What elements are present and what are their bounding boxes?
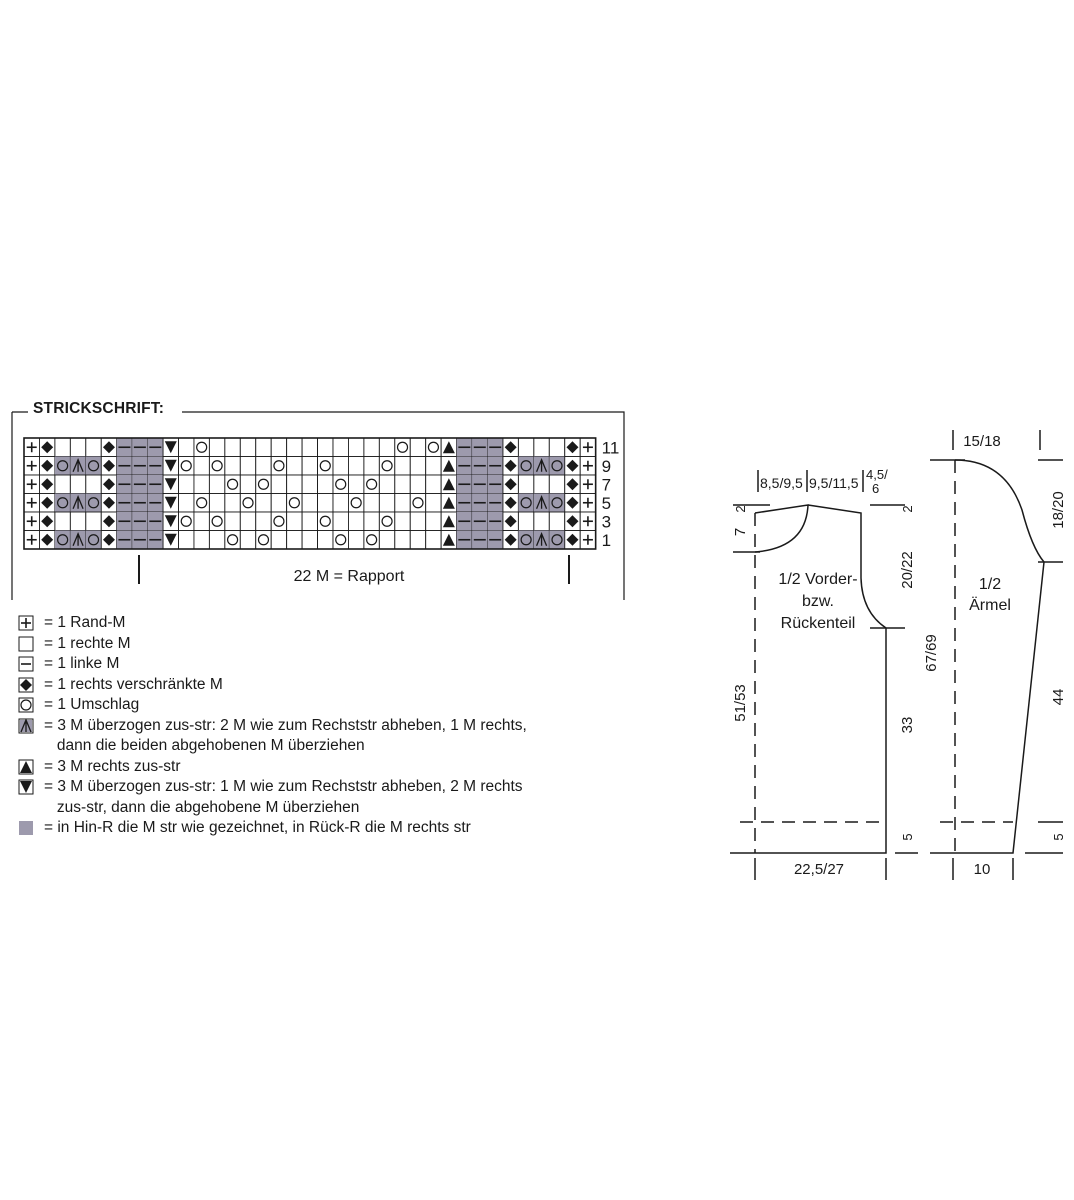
chart-cell [287, 475, 302, 494]
chart-cell [549, 475, 564, 494]
chart-cell [441, 512, 456, 531]
chart-cell [194, 494, 209, 513]
measure-right-armhole: 20/22 [899, 551, 916, 589]
chart-cell [518, 531, 533, 550]
chart-cell [24, 475, 39, 494]
chart-cell [333, 531, 348, 550]
chart-cell [348, 457, 363, 476]
chart-cell [132, 494, 147, 513]
chart-cell [86, 457, 101, 476]
chart-cell [503, 438, 518, 457]
chart-cell [410, 457, 425, 476]
sleeve-label-line-2: Ärmel [969, 597, 1011, 614]
chart-cell [348, 512, 363, 531]
chart-cell [318, 457, 333, 476]
chart-cell [101, 457, 116, 476]
measure-top-right-1: 4,5/ [866, 467, 888, 482]
chart-cell [580, 475, 595, 494]
chart-cell [503, 531, 518, 550]
chart-cell [472, 475, 487, 494]
chart-cell [240, 475, 255, 494]
chart-cell [426, 531, 441, 550]
chart-cell [132, 512, 147, 531]
measure-top-mid: 9,5/11,5 [809, 475, 859, 491]
chart-cell [318, 494, 333, 513]
chart-cell [333, 457, 348, 476]
chart-cell [287, 457, 302, 476]
lambda-square-icon [18, 718, 34, 734]
chart-cell [441, 475, 456, 494]
chart-cell [348, 475, 363, 494]
chart-cell [364, 438, 379, 457]
measure-left-neck: 7 [732, 527, 749, 537]
chart-cell [348, 438, 363, 457]
chart-cell [410, 512, 425, 531]
body-label-line-1: 1/2 Vorder- [778, 571, 858, 588]
chart-cell [426, 512, 441, 531]
chart-cell [70, 457, 85, 476]
chart-cell [472, 457, 487, 476]
chart-cell [225, 494, 240, 513]
measure-right-shoulder: 2 [900, 505, 915, 513]
row-numbers [602, 439, 620, 551]
legend-item [18, 613, 618, 634]
legend-item [18, 695, 618, 716]
chart-cell [503, 457, 518, 476]
legend-item [18, 716, 618, 757]
measure-body-hem: 5 [900, 833, 915, 841]
chart-cell [240, 531, 255, 550]
chart-cell [488, 475, 503, 494]
chart-cell [379, 494, 394, 513]
chart-cell [518, 438, 533, 457]
legend-text: = 1 rechte M [44, 634, 131, 652]
chart-cell [333, 475, 348, 494]
chart-cell [518, 475, 533, 494]
chart-cell [132, 457, 147, 476]
chart-cell [457, 512, 472, 531]
chart-cell [410, 475, 425, 494]
chart-title: STRICKSCHRIFT: [30, 400, 167, 418]
chart-cell [209, 438, 224, 457]
chart-cell [318, 531, 333, 550]
chart-cell [379, 512, 394, 531]
chart-cell [70, 475, 85, 494]
chart-cell [302, 512, 317, 531]
row-number: 7 [601, 475, 612, 495]
chart-cell [565, 438, 580, 457]
chart-cell [225, 512, 240, 531]
chart-cell [240, 457, 255, 476]
chart-cell [256, 512, 271, 531]
legend-text: = 1 Rand-M [44, 614, 126, 631]
knitting-chart [0, 0, 640, 600]
legend-text: = in Hin-R die M str wie gezeichnet, in Rück-R die M rechts str [44, 819, 471, 836]
repeat-label: 22 M = Rapport [293, 568, 405, 585]
legend-item [18, 654, 618, 675]
chart-cell [488, 494, 503, 513]
chart-cell [148, 475, 163, 494]
chart-cell [86, 531, 101, 550]
body-label-line-2: bzw. [801, 593, 835, 610]
chart-cell [209, 494, 224, 513]
chart-cell [287, 494, 302, 513]
chart-cell [163, 475, 178, 494]
chart-cell [86, 475, 101, 494]
measure-left-body: 51/53 [732, 684, 749, 722]
chart-cell [395, 457, 410, 476]
chart-cell [132, 438, 147, 457]
chart-cell [472, 494, 487, 513]
chart-cell [534, 531, 549, 550]
chart-cell [534, 494, 549, 513]
diamond-square-icon [18, 677, 34, 693]
legend-item [18, 757, 618, 778]
chart-cell [287, 531, 302, 550]
measure-left-neck-depth: 2 [733, 505, 748, 513]
chart-cell [534, 457, 549, 476]
empty-square-icon [18, 636, 34, 652]
chart-cell [580, 512, 595, 531]
chart-cell [426, 475, 441, 494]
chart-cell [518, 457, 533, 476]
chart-cell [503, 494, 518, 513]
chart-cell [24, 531, 39, 550]
chart-cell [24, 457, 39, 476]
chart-cell [379, 531, 394, 550]
measure-top-right-2: 6 [872, 481, 880, 496]
chart-cell [39, 457, 54, 476]
chart-cell [549, 531, 564, 550]
chart-cell [580, 531, 595, 550]
chart-cell [101, 531, 116, 550]
measure-right-body: 33 [899, 716, 916, 734]
chart-cell [225, 457, 240, 476]
chart-cell [256, 457, 271, 476]
chart-cell [101, 494, 116, 513]
chart-cell [348, 531, 363, 550]
triangle-up-square-icon [18, 759, 34, 775]
chart-cell [549, 512, 564, 531]
chart-grid [24, 438, 596, 549]
chart-cell [364, 531, 379, 550]
chart-cell [364, 475, 379, 494]
chart-cell [194, 512, 209, 531]
chart-cell [194, 438, 209, 457]
legend-text: = 3 M überzogen zus-str: 2 M wie zum Rechststr abheben, 1 M rechts, dann die beiden abgehobenen M überziehen [44, 716, 527, 754]
chart-cell [565, 457, 580, 476]
chart-cell [364, 494, 379, 513]
chart-cell [410, 531, 425, 550]
legend-item [18, 634, 618, 655]
chart-cell [457, 494, 472, 513]
chart-cell [472, 531, 487, 550]
sleeve-outline [955, 460, 1044, 853]
sleeve-label-line-1: 1/2 [978, 576, 1002, 593]
chart-cell [287, 438, 302, 457]
chart-legend [18, 613, 618, 839]
chart-cell [256, 494, 271, 513]
legend-item [18, 777, 618, 818]
row-number: 1 [601, 531, 612, 550]
chart-cell [209, 475, 224, 494]
chart-cell [488, 531, 503, 550]
chart-cell [70, 438, 85, 457]
chart-cell [256, 531, 271, 550]
chart-cell [194, 457, 209, 476]
chart-cell [565, 531, 580, 550]
chart-cell [148, 438, 163, 457]
chart-cell [163, 531, 178, 550]
chart-cell [271, 494, 286, 513]
chart-cell [70, 494, 85, 513]
chart-cell [410, 438, 425, 457]
chart-cell [534, 475, 549, 494]
chart-cell [318, 475, 333, 494]
chart-cell [117, 475, 132, 494]
chart-cell [55, 531, 70, 550]
chart-cell [209, 457, 224, 476]
chart-cell [565, 494, 580, 513]
chart-cell [24, 438, 39, 457]
chart-cell [240, 512, 255, 531]
chart-cell [395, 475, 410, 494]
chart-cell [101, 512, 116, 531]
chart-cell [179, 494, 194, 513]
dash-square-icon [18, 656, 34, 672]
chart-cell [472, 512, 487, 531]
chart-cell [580, 438, 595, 457]
chart-cell [179, 438, 194, 457]
legend-text: = 1 Umschlag [44, 696, 140, 713]
chart-cell [271, 475, 286, 494]
chart-cell [39, 494, 54, 513]
chart-cell [565, 512, 580, 531]
chart-cell [86, 438, 101, 457]
chart-cell [271, 531, 286, 550]
chart-cell [379, 475, 394, 494]
chart-cell [410, 494, 425, 513]
chart-cell [395, 438, 410, 457]
circle-square-icon [18, 697, 34, 713]
legend-item [18, 675, 618, 696]
chart-cell [518, 494, 533, 513]
chart-cell [426, 438, 441, 457]
chart-cell [55, 475, 70, 494]
chart-cell [39, 438, 54, 457]
chart-cell [348, 494, 363, 513]
body-label-line-3: Rückenteil [780, 615, 856, 632]
chart-cell [256, 475, 271, 494]
measure-body-width: 22,5/27 [793, 861, 845, 878]
chart-cell [549, 457, 564, 476]
chart-cell [240, 494, 255, 513]
chart-cell [163, 457, 178, 476]
chart-cell [86, 512, 101, 531]
chart-cell [333, 438, 348, 457]
chart-cell [101, 475, 116, 494]
chart-cell [225, 531, 240, 550]
chart-cell [179, 531, 194, 550]
chart-cell [225, 438, 240, 457]
chart-cell [117, 512, 132, 531]
chart-cell [117, 531, 132, 550]
row-number: 3 [601, 512, 612, 532]
triangle-down-square-icon [18, 779, 34, 795]
measure-sleeve-hem: 5 [1051, 833, 1066, 841]
row-number: 11 [601, 438, 620, 458]
chart-cell [441, 438, 456, 457]
chart-cell [24, 512, 39, 531]
chart-cell [534, 512, 549, 531]
chart-cell [194, 475, 209, 494]
chart-cell [179, 512, 194, 531]
chart-cell [55, 512, 70, 531]
chart-cell [318, 512, 333, 531]
chart-cell [488, 512, 503, 531]
chart-cell [518, 512, 533, 531]
chart-cell [117, 457, 132, 476]
chart-cell [379, 438, 394, 457]
row-number: 5 [601, 494, 612, 513]
chart-cell [163, 494, 178, 513]
chart-cell [333, 512, 348, 531]
chart-cell [441, 494, 456, 513]
chart-cell [55, 494, 70, 513]
chart-cell [271, 438, 286, 457]
chart-cell [148, 494, 163, 513]
measure-sleeve-cap: 18/20 [1050, 491, 1067, 529]
chart-cell [364, 457, 379, 476]
chart-cell [39, 512, 54, 531]
measure-sleeve-length: 44 [1050, 688, 1067, 706]
measure-sleeve-top: 15/18 [963, 433, 1001, 450]
chart-cell [395, 512, 410, 531]
chart-cell [225, 475, 240, 494]
chart-cell [580, 494, 595, 513]
gray-square-icon [18, 820, 34, 836]
chart-cell [194, 531, 209, 550]
plus-square-icon [18, 615, 34, 631]
chart-cell [379, 457, 394, 476]
chart-cell [271, 457, 286, 476]
legend-text: = 1 rechts verschränkte M [44, 675, 223, 693]
chart-cell [318, 438, 333, 457]
chart-cell [441, 457, 456, 476]
chart-cell [549, 494, 564, 513]
chart-cell [302, 457, 317, 476]
chart-cell [395, 531, 410, 550]
chart-cell [580, 457, 595, 476]
chart-cell [240, 438, 255, 457]
chart-cell [503, 512, 518, 531]
measure-top-left: 8,5/9,5 [760, 475, 803, 491]
chart-cell [488, 438, 503, 457]
measure-sleeve-bottom: 10 [973, 861, 991, 878]
chart-cell [441, 531, 456, 550]
chart-cell [148, 457, 163, 476]
chart-cell [24, 494, 39, 513]
chart-cell [302, 438, 317, 457]
chart-cell [457, 475, 472, 494]
chart-cell [534, 438, 549, 457]
chart-cell [148, 512, 163, 531]
chart-cell [271, 512, 286, 531]
chart-cell [472, 438, 487, 457]
chart-cell [302, 475, 317, 494]
chart-cell [256, 438, 271, 457]
chart-cell [302, 494, 317, 513]
chart-cell [148, 531, 163, 550]
chart-cell [55, 438, 70, 457]
chart-cell [287, 512, 302, 531]
chart-cell [179, 457, 194, 476]
chart-cell [503, 475, 518, 494]
chart-cell [86, 494, 101, 513]
legend-text: = 3 M überzogen zus-str: 1 M wie zum Rechststr abheben, 2 M rechts zus-str, dann die abgehobene M überziehen [44, 778, 523, 816]
chart-cell [132, 475, 147, 494]
chart-cell [209, 512, 224, 531]
chart-cell [70, 512, 85, 531]
chart-cell [132, 531, 147, 550]
chart-cell [488, 457, 503, 476]
chart-cell [117, 438, 132, 457]
chart-cell [101, 438, 116, 457]
chart-cell [364, 512, 379, 531]
chart-cell [179, 475, 194, 494]
chart-cell [302, 531, 317, 550]
chart-cell [426, 494, 441, 513]
chart-cell [457, 438, 472, 457]
chart-cell [55, 457, 70, 476]
chart-cell [39, 475, 54, 494]
legend-text: = 3 M rechts zus-str [44, 757, 181, 775]
chart-cell [565, 475, 580, 494]
chart-cell [163, 438, 178, 457]
body-piece-outline [755, 505, 886, 853]
legend-item [18, 818, 618, 839]
measure-total-length: 67/69 [923, 634, 940, 672]
chart-cell [209, 531, 224, 550]
chart-cell [39, 531, 54, 550]
chart-cell [117, 494, 132, 513]
row-number: 9 [601, 457, 612, 476]
chart-cell [333, 494, 348, 513]
chart-cell [395, 494, 410, 513]
chart-cell [426, 457, 441, 476]
chart-cell [457, 457, 472, 476]
chart-cell [457, 531, 472, 550]
chart-cell [549, 438, 564, 457]
chart-cell [70, 531, 85, 550]
chart-cell [163, 512, 178, 531]
legend-text: = 1 linke M [44, 655, 120, 672]
